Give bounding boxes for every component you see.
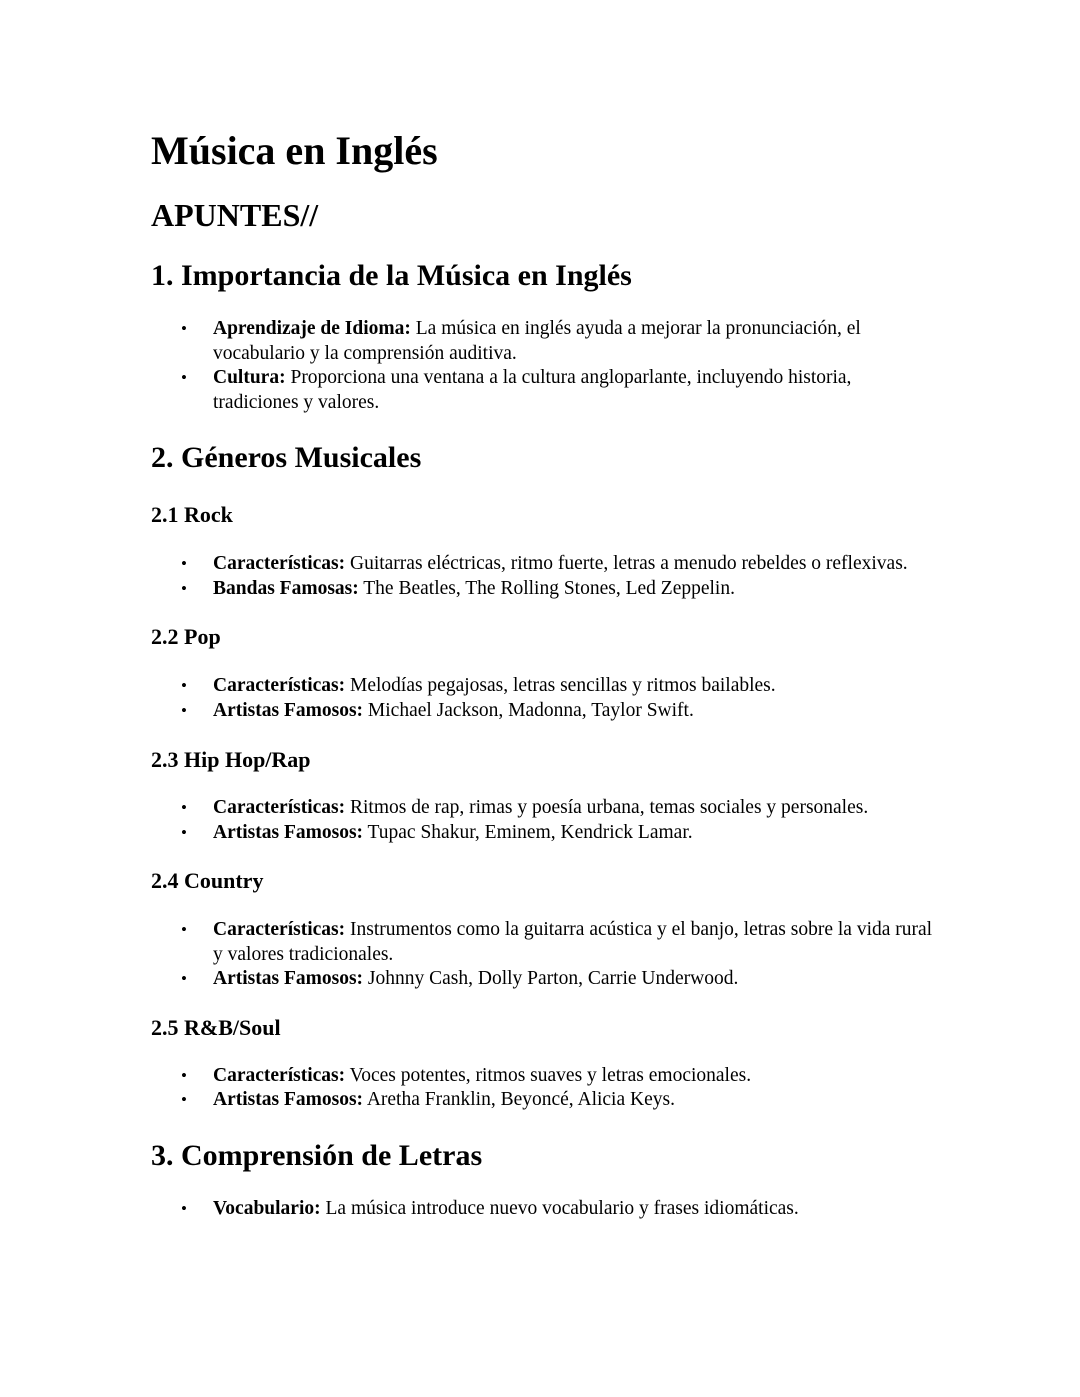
bullet-icon: • — [181, 578, 187, 598]
item-text: The Beatles, The Rolling Stones, Led Zeppelin. — [358, 577, 735, 599]
list-item — [151, 1064, 941, 1089]
item-term: Características: — [213, 919, 346, 940]
item-term: Artistas Famosos: — [213, 968, 364, 989]
bullet-icon: • — [181, 368, 187, 387]
item-text: Instrumentos como la guitarra acústica y el banjo, letras sobre la vida rural y valores tradicionales. — [213, 919, 933, 965]
item-text: La música en inglés ayuda a mejorar la pronunciación, el vocabulario y la comprensión auditiva. — [213, 318, 861, 364]
item-text: Melodías pegajosas, letras sencillas y ritmos bailables. — [345, 675, 776, 696]
comprension-list — [151, 1197, 941, 1222]
item-text: Aretha Franklin, Beyoncé, Alicia Keys. — [363, 1089, 675, 1110]
subsection-heading-rnb: 2.5 R&B/Soul — [151, 1014, 281, 1040]
list-item — [151, 796, 941, 821]
item-text: Tupac Shakur, Eminem, Kendrick Lamar. — [363, 821, 693, 843]
bullet-icon: • — [181, 319, 187, 338]
pop-list — [151, 674, 941, 723]
section-heading-generos: 2. Géneros Musicales — [151, 441, 422, 474]
bullet-icon: • — [181, 554, 187, 573]
item-text: Voces potentes, ritmos suaves y letras emocionales. — [345, 1064, 752, 1086]
list-item — [151, 674, 941, 699]
document-subtitle: APUNTES// — [151, 197, 319, 233]
bullet-icon: • — [181, 798, 187, 817]
section-heading-importancia: 1. Importancia de la Música en Inglés — [151, 259, 632, 292]
bullet-icon: • — [181, 700, 187, 720]
rock-list — [151, 552, 941, 601]
list-item — [151, 1088, 941, 1113]
item-term: Características: — [213, 1064, 346, 1086]
list-item — [151, 918, 941, 967]
rnb-list — [151, 1064, 941, 1113]
list-item — [151, 821, 941, 846]
item-text: Ritmos de rap, rimas y poesía urbana, temas sociales y personales. — [345, 797, 869, 818]
list-item — [151, 317, 941, 366]
item-text: Guitarras eléctricas, ritmo fuerte, letras a menudo rebeldes o reflexivas. — [345, 553, 908, 574]
subsection-heading-hiphop: 2.3 Hip Hop/Rap — [151, 747, 311, 772]
item-term: Artistas Famosos: — [213, 1089, 364, 1110]
bullet-icon: • — [181, 822, 187, 842]
bullet-icon: • — [181, 1065, 187, 1085]
item-term: Artistas Famosos: — [213, 821, 364, 843]
list-item — [151, 552, 941, 577]
item-text: Proporciona una ventana a la cultura angloparlante, incluyendo historia, tradiciones y valores. — [213, 367, 852, 413]
country-list — [151, 918, 941, 992]
document-title: Música en Inglés — [151, 128, 438, 173]
list-item — [151, 1197, 941, 1222]
item-text: Johnny Cash, Dolly Parton, Carrie Underwood. — [363, 968, 739, 989]
document-page — [151, 125, 941, 1221]
item-term: Características: — [213, 797, 346, 818]
item-text: La música introduce nuevo vocabulario y frases idiomáticas. — [320, 1197, 799, 1219]
item-term: Cultura: — [213, 367, 286, 388]
list-item — [151, 366, 941, 415]
subsection-heading-pop: 2.2 Pop — [151, 624, 221, 649]
list-item — [151, 967, 941, 992]
item-term: Bandas Famosas: — [213, 577, 359, 599]
item-term: Características: — [213, 553, 346, 574]
list-item — [151, 577, 941, 602]
item-text: Michael Jackson, Madonna, Taylor Swift. — [363, 699, 694, 721]
bullet-icon: • — [181, 1090, 187, 1109]
item-term: Vocabulario: — [213, 1197, 321, 1219]
subsection-heading-country: 2.4 Country — [151, 868, 264, 893]
item-term: Características: — [213, 675, 346, 696]
bullet-icon: • — [181, 1198, 187, 1218]
bullet-icon: • — [181, 969, 187, 988]
list-item — [151, 699, 941, 724]
section-heading-comprension: 3. Comprensión de Letras — [151, 1138, 483, 1172]
item-term: Artistas Famosos: — [213, 699, 364, 721]
hiphop-list — [151, 796, 941, 845]
bullet-icon: • — [181, 920, 187, 939]
subsection-heading-rock: 2.1 Rock — [151, 502, 233, 527]
importancia-list — [151, 317, 941, 415]
bullet-icon: • — [181, 676, 187, 695]
item-term: Aprendizaje de Idioma: — [213, 318, 411, 339]
